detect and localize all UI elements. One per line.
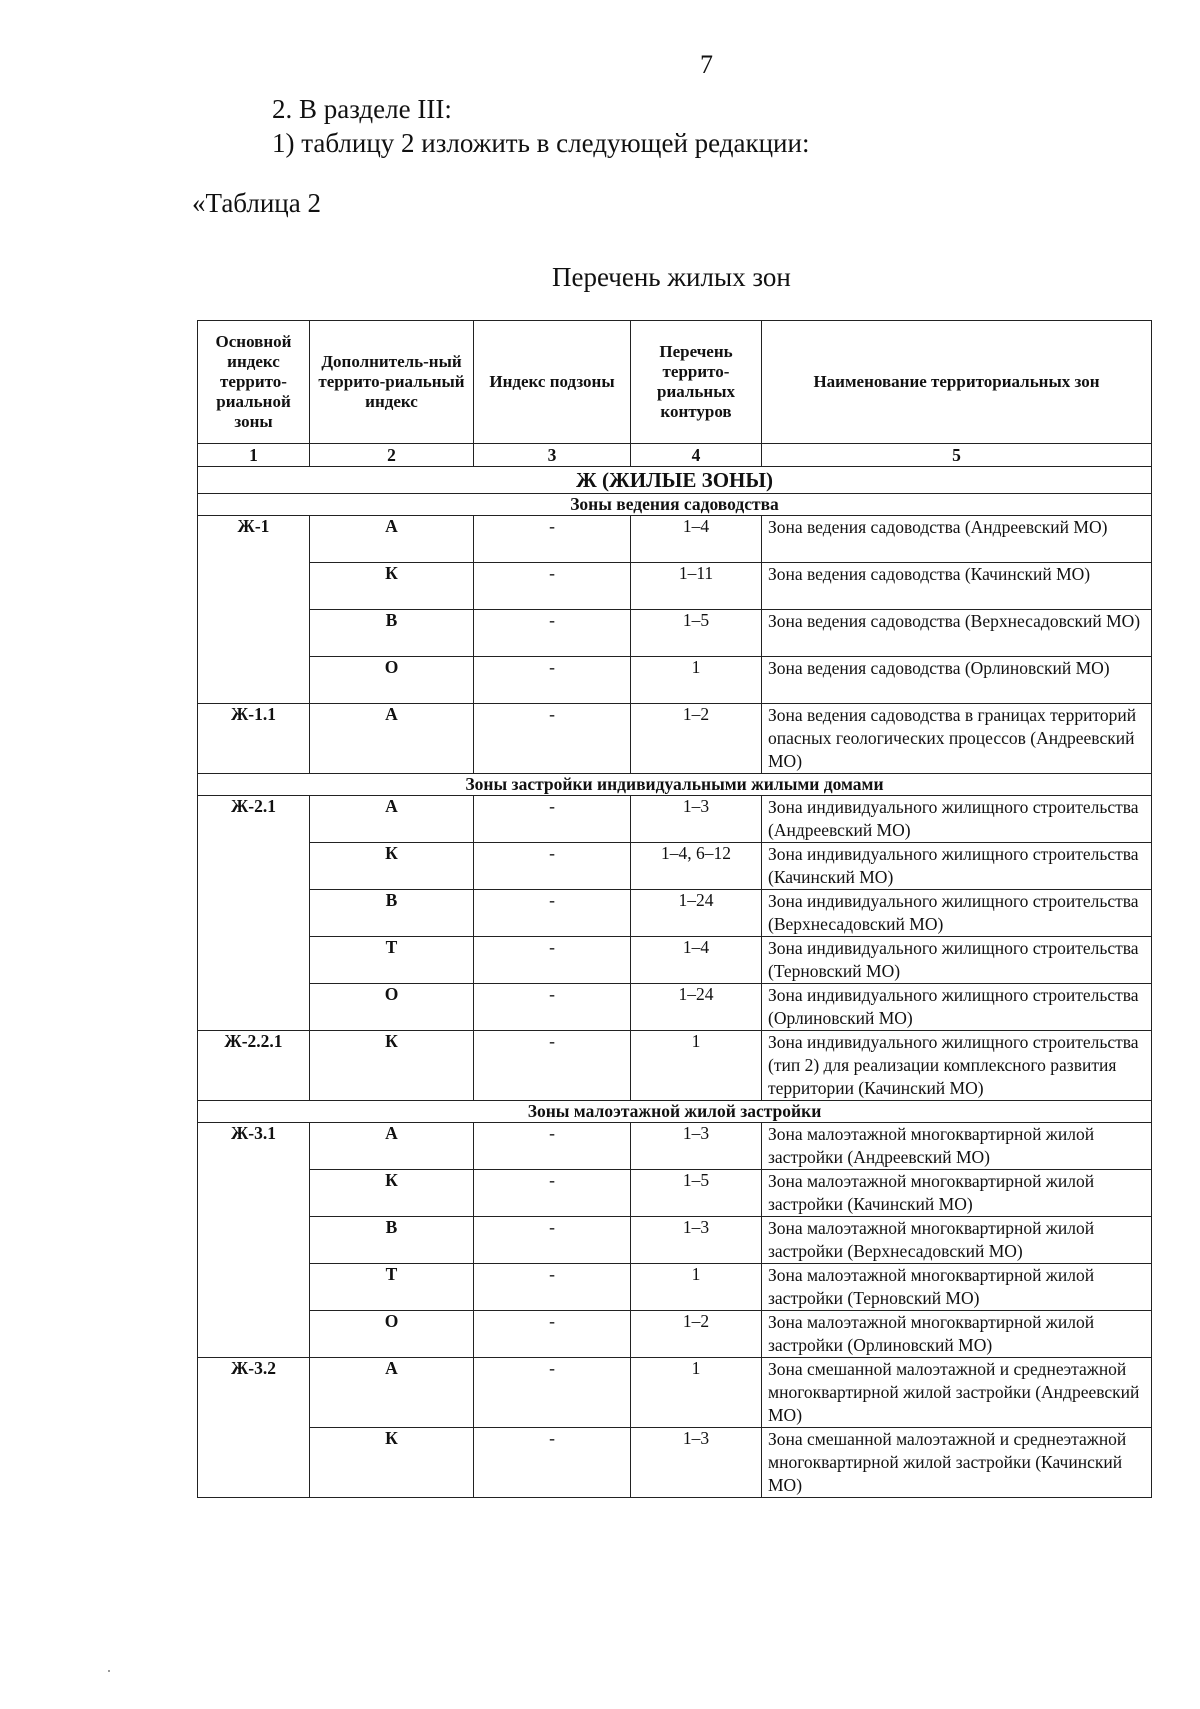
intro-text xyxy=(272,92,809,160)
contours-cell: 1–3 xyxy=(631,1217,762,1264)
contours-cell: 1–2 xyxy=(631,704,762,774)
subzone-index-cell: - xyxy=(474,657,631,704)
main-index-cell: Ж-3.2 xyxy=(198,1358,310,1498)
subzone-index-cell: - xyxy=(474,1264,631,1311)
additional-index-cell: В xyxy=(310,610,474,657)
main-index-cell: Ж-2.1 xyxy=(198,796,310,1031)
header-subzone-index: Индекс подзоны xyxy=(474,321,631,444)
subzone-index-cell: - xyxy=(474,890,631,937)
contours-cell: 1–11 xyxy=(631,563,762,610)
zone-name-cell: Зона индивидуального жилищного строительства (Качинский МО) xyxy=(762,843,1152,890)
contours-cell: 1–3 xyxy=(631,1123,762,1170)
group-row xyxy=(198,774,1152,796)
subzone-index-cell: - xyxy=(474,610,631,657)
additional-index-cell: А xyxy=(310,1358,474,1428)
subzone-index-cell: - xyxy=(474,1170,631,1217)
zone-name-cell: Зона малоэтажной многоквартирной жилой застройки (Терновский МО) xyxy=(762,1264,1152,1311)
subzone-index-cell: - xyxy=(474,1428,631,1498)
main-index-cell: Ж-1.1 xyxy=(198,704,310,774)
contours-cell: 1–5 xyxy=(631,1170,762,1217)
additional-index-cell: О xyxy=(310,984,474,1031)
zones-body xyxy=(198,494,1152,1498)
additional-index-cell: Т xyxy=(310,1264,474,1311)
additional-index-cell: А xyxy=(310,1123,474,1170)
contours-cell: 1–5 xyxy=(631,610,762,657)
contours-cell: 1–24 xyxy=(631,890,762,937)
column-number: 1 xyxy=(198,444,310,467)
table-row xyxy=(198,1311,1152,1358)
table-title: Перечень жилых зон xyxy=(552,262,791,292)
additional-index-cell: О xyxy=(310,1311,474,1358)
table-row xyxy=(198,1264,1152,1311)
contours-cell: 1–4 xyxy=(631,516,762,563)
contours-cell: 1–3 xyxy=(631,796,762,843)
column-number-row xyxy=(198,444,1152,467)
table-row xyxy=(198,563,1152,610)
contours-cell: 1–4 xyxy=(631,937,762,984)
header-main-index: Основной индекс террито-риальной зоны xyxy=(198,321,310,444)
residential-zones-table xyxy=(197,320,1152,1498)
additional-index-cell: К xyxy=(310,1170,474,1217)
contours-cell: 1–24 xyxy=(631,984,762,1031)
subzone-index-cell: - xyxy=(474,1358,631,1428)
column-number: 4 xyxy=(631,444,762,467)
header-zone-name: Наименование территориальных зон xyxy=(762,321,1152,444)
zone-name-cell: Зона ведения садоводства (Качинский МО) xyxy=(762,563,1152,610)
table-row xyxy=(198,984,1152,1031)
subzone-index-cell: - xyxy=(474,1031,631,1101)
additional-index-cell: Т xyxy=(310,937,474,984)
additional-index-cell: А xyxy=(310,796,474,843)
subzone-index-cell: - xyxy=(474,1217,631,1264)
subzone-index-cell: - xyxy=(474,563,631,610)
header-contours: Перечень террито-риальных контуров xyxy=(631,321,762,444)
contours-cell: 1 xyxy=(631,1264,762,1311)
additional-index-cell: О xyxy=(310,657,474,704)
group-title: Зоны малоэтажной жилой застройки xyxy=(198,1101,1152,1123)
table-row xyxy=(198,1123,1152,1170)
additional-index-cell: К xyxy=(310,1031,474,1101)
contours-cell: 1 xyxy=(631,657,762,704)
table-row xyxy=(198,704,1152,774)
section-title: Ж (ЖИЛЫЕ ЗОНЫ) xyxy=(198,467,1152,494)
table-row xyxy=(198,843,1152,890)
table-row xyxy=(198,657,1152,704)
table-row xyxy=(198,1358,1152,1428)
intro-line-1: 2. В разделе III: xyxy=(272,94,452,124)
subzone-index-cell: - xyxy=(474,704,631,774)
additional-index-cell: А xyxy=(310,516,474,563)
subzone-index-cell: - xyxy=(474,843,631,890)
zone-name-cell: Зона индивидуального жилищного строительства (Терновский МО) xyxy=(762,937,1152,984)
column-number: 5 xyxy=(762,444,1152,467)
zone-name-cell: Зона ведения садоводства в границах территорий опасных геологических процессов (Андреевский МО) xyxy=(762,704,1152,774)
main-index-cell: Ж-3.1 xyxy=(198,1123,310,1358)
zone-name-cell: Зона малоэтажной многоквартирной жилой застройки (Орлиновский МО) xyxy=(762,1311,1152,1358)
main-index-cell: Ж-1 xyxy=(198,516,310,704)
additional-index-cell: А xyxy=(310,704,474,774)
additional-index-cell: В xyxy=(310,1217,474,1264)
zone-name-cell: Зона ведения садоводства (Орлиновский МО) xyxy=(762,657,1152,704)
zone-name-cell: Зона смешанной малоэтажной и среднеэтажной многоквартирной жилой застройки (Качинский МО) xyxy=(762,1428,1152,1498)
zone-name-cell: Зона смешанной малоэтажной и среднеэтажной многоквартирной жилой застройки (Андреевский МО) xyxy=(762,1358,1152,1428)
zone-name-cell: Зона ведения садоводства (Андреевский МО) xyxy=(762,516,1152,563)
contours-cell: 1 xyxy=(631,1358,762,1428)
group-title: Зоны застройки индивидуальными жилыми домами xyxy=(198,774,1152,796)
zone-name-cell: Зона индивидуального жилищного строительства (Верхнесадовский МО) xyxy=(762,890,1152,937)
zone-name-cell: Зона индивидуального жилищного строительства (Андреевский МО) xyxy=(762,796,1152,843)
table-row xyxy=(198,1031,1152,1101)
table-row xyxy=(198,1428,1152,1498)
zone-name-cell: Зона индивидуального жилищного строительства (тип 2) для реализации комплексного развития территории (Качинский МО) xyxy=(762,1031,1152,1101)
contours-cell: 1 xyxy=(631,1031,762,1101)
main-index-cell: Ж-2.2.1 xyxy=(198,1031,310,1101)
table-caption: «Таблица 2 xyxy=(192,188,321,218)
column-number: 3 xyxy=(474,444,631,467)
zone-name-cell: Зона малоэтажной многоквартирной жилой застройки (Андреевский МО) xyxy=(762,1123,1152,1170)
table-row xyxy=(198,1217,1152,1264)
group-title: Зоны ведения садоводства xyxy=(198,494,1152,516)
subzone-index-cell: - xyxy=(474,516,631,563)
intro-line-2: 1) таблицу 2 изложить в следующей редакции: xyxy=(272,128,810,158)
zone-name-cell: Зона ведения садоводства (Верхнесадовский МО) xyxy=(762,610,1152,657)
group-row xyxy=(198,1101,1152,1123)
scan-mark xyxy=(108,1670,110,1672)
additional-index-cell: К xyxy=(310,1428,474,1498)
table-row xyxy=(198,890,1152,937)
zone-name-cell: Зона малоэтажной многоквартирной жилой застройки (Качинский МО) xyxy=(762,1170,1152,1217)
subzone-index-cell: - xyxy=(474,796,631,843)
zone-name-cell: Зона малоэтажной многоквартирной жилой застройки (Верхнесадовский МО) xyxy=(762,1217,1152,1264)
additional-index-cell: В xyxy=(310,890,474,937)
section-row xyxy=(198,467,1152,494)
table-row xyxy=(198,610,1152,657)
column-number: 2 xyxy=(310,444,474,467)
header-additional-index: Дополнитель-ный террито-риальный индекс xyxy=(310,321,474,444)
table-row xyxy=(198,796,1152,843)
table-row xyxy=(198,516,1152,563)
group-row xyxy=(198,494,1152,516)
subzone-index-cell: - xyxy=(474,1123,631,1170)
table-row xyxy=(198,1170,1152,1217)
subzone-index-cell: - xyxy=(474,984,631,1031)
page-number: 7 xyxy=(700,50,713,79)
additional-index-cell: К xyxy=(310,563,474,610)
subzone-index-cell: - xyxy=(474,1311,631,1358)
contours-cell: 1–2 xyxy=(631,1311,762,1358)
contours-cell: 1–3 xyxy=(631,1428,762,1498)
zone-name-cell: Зона индивидуального жилищного строительства (Орлиновский МО) xyxy=(762,984,1152,1031)
subzone-index-cell: - xyxy=(474,937,631,984)
table-row xyxy=(198,937,1152,984)
contours-cell: 1–4, 6–12 xyxy=(631,843,762,890)
additional-index-cell: К xyxy=(310,843,474,890)
table-header-row xyxy=(198,321,1152,444)
